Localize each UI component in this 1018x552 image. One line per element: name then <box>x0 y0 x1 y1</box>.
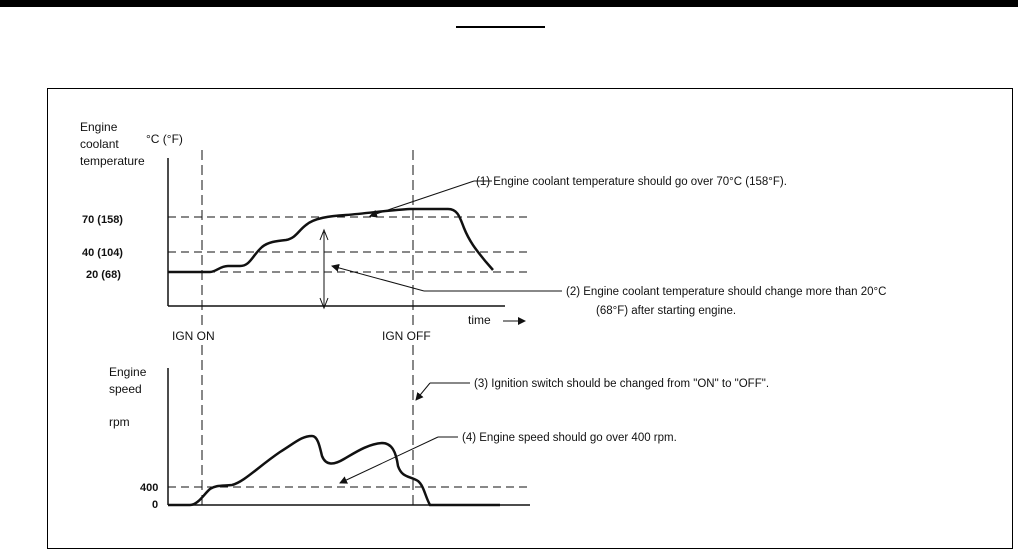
tick-70: 70 (158) <box>82 214 123 226</box>
ign-off-label: IGN OFF <box>382 329 431 343</box>
note2-text-line1: (2) Engine coolant temperature should change more than 20°C <box>566 286 887 298</box>
note1-text: (1) Engine coolant temperature should go over 70°C (158°F). <box>476 176 787 188</box>
upper-y-title-line-2: coolant <box>80 137 119 151</box>
upper-y-title-line-3: temperature <box>80 154 145 168</box>
lower-y-title-line-1: Engine <box>109 365 147 379</box>
note2-leader <box>332 266 424 291</box>
time-label: time <box>468 313 491 327</box>
tick-40: 40 (104) <box>82 247 123 259</box>
lower-y-title-line-2: speed <box>109 382 142 396</box>
note3-text: (3) Ignition switch should be changed from "ON" to "OFF". <box>474 378 770 390</box>
lower-unit-label: rpm <box>109 415 130 429</box>
upper-unit-label: °C (°F) <box>146 132 183 146</box>
coolant-temperature-curve <box>168 209 493 272</box>
note2-text-line2: (68°F) after starting engine. <box>596 305 737 317</box>
tick-0: 0 <box>152 499 159 511</box>
engine-speed-curve <box>168 436 500 505</box>
tick-20: 20 (68) <box>86 269 121 281</box>
upper-chart <box>80 120 530 327</box>
note1-leader <box>370 181 474 216</box>
upper-y-title-line-1: Engine <box>80 120 118 134</box>
tick-400: 400 <box>140 482 159 494</box>
note4-text: (4) Engine speed should go over 400 rpm. <box>462 432 677 444</box>
note3-leader <box>416 383 430 400</box>
ign-on-label: IGN ON <box>172 329 215 343</box>
